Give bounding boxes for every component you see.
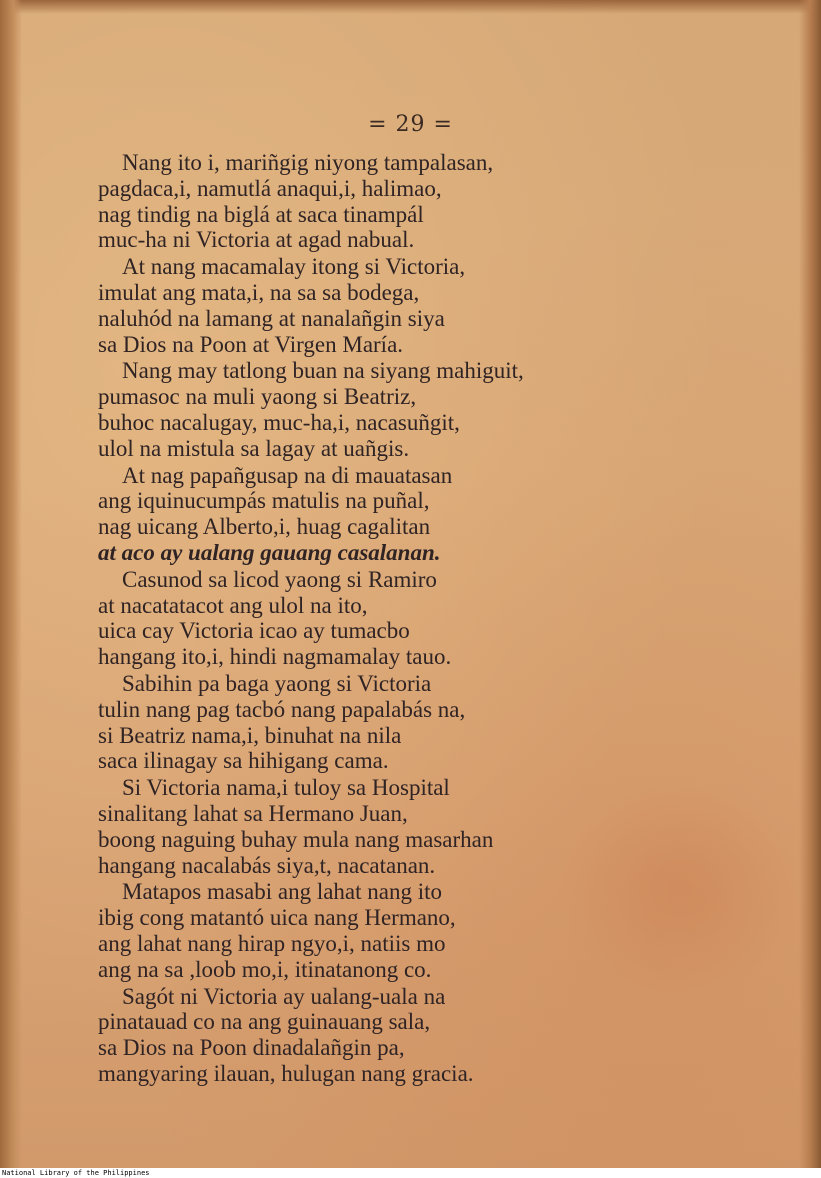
verse-line: ulol na mistula sa lagay at uañgis. — [98, 435, 410, 461]
verse-line: sa Dios na Poon dinadalañgin pa, — [98, 1035, 405, 1061]
poem-text — [98, 150, 698, 1088]
verse-line: hangang ito,i, hindi nagmamalay tauo. — [98, 644, 452, 670]
stanza-3 — [98, 358, 698, 461]
verse-line: tulin nang pag tacbó nang papalabás na, — [98, 696, 466, 722]
verse-line: ang na sa ,loob mo,i, itinatanong co. — [98, 956, 432, 982]
stanza-4 — [98, 463, 698, 566]
library-credit: National Library of the Philippines — [2, 1169, 150, 1177]
verse-line: uica cay Victoria icao ay tumacbo — [98, 618, 410, 644]
verse-line: pinatauad co na ang guinauang sala, — [98, 1009, 431, 1035]
verse-line: sa Dios na Poon at Virgen María. — [98, 331, 404, 357]
verse-line: nag tindig na biglá at saca tinampál — [98, 201, 424, 227]
verse-line: at aco ay ualang gauang casalanan. — [98, 539, 441, 565]
verse-line: At nag papañgusap na di mauatasan — [122, 462, 453, 488]
verse-line: naluhód na lamang at nanalañgin siya — [98, 305, 445, 331]
stanza-8 — [98, 879, 698, 982]
stanza-6 — [98, 671, 698, 774]
verse-line: Sagót ni Victoria ay ualang-uala na — [122, 983, 446, 1009]
verse-line: ibig cong matantó uica nang Hermano, — [98, 905, 456, 931]
stanza-7 — [98, 775, 698, 878]
verse-line: mangyaring ilauan, hulugan nang gracia. — [98, 1060, 474, 1086]
verse-line: Sabihin pa baga yaong si Victoria — [122, 670, 432, 696]
verse-line: Si Victoria nama,i tuloy sa Hospital — [122, 775, 450, 801]
verse-line: Nang ito i, mariñgig niyong tampalasan, — [122, 150, 494, 175]
page-edge-right — [799, 0, 821, 1168]
verse-line: hangang nacalabás siya,t, nacatanan. — [98, 852, 436, 878]
verse-line: at nacatatacot ang ulol na ito, — [98, 592, 368, 618]
page-edge-left — [0, 0, 22, 1168]
verse-line: sinalitang lahat sa Hermano Juan, — [98, 800, 408, 826]
verse-line: Matapos masabi ang lahat nang ito — [122, 879, 443, 905]
page-number: = 29 = — [368, 112, 453, 137]
verse-line: saca ilinagay sa hihigang cama. — [98, 748, 389, 774]
verse-line: ang lahat nang hirap ngyo,i, natiis mo — [98, 930, 446, 956]
stanza-5 — [98, 567, 698, 670]
verse-line: muc-ha ni Victoria at agad nabual. — [98, 227, 415, 253]
stanza-2 — [98, 254, 698, 357]
verse-line: ang iquinucumpás matulis na puñal, — [98, 488, 430, 514]
stanza-9 — [98, 984, 698, 1087]
verse-line: boong naguing buhay mula nang masarhan — [98, 826, 494, 852]
verse-line: nag uicang Alberto,i, huag cagalitan — [98, 514, 431, 540]
verse-line: pumasoc na muli yaong si Beatriz, — [98, 384, 417, 410]
verse-line: Casunod sa licod yaong si Ramiro — [122, 566, 437, 592]
stanza-1 — [98, 150, 698, 253]
page-edge-top — [0, 0, 821, 14]
verse-line: imulat ang mata,i, na sa sa bodega, — [98, 279, 420, 305]
verse-line: pagdaca,i, namutlá anaqui,i, halimao, — [98, 175, 442, 201]
verse-line: At nang macamalay itong si Victoria, — [122, 254, 466, 280]
verse-line: buhoc nacalugay, muc-ha,i, nacasuñgit, — [98, 409, 460, 435]
verse-line: Nang may tatlong buan na siyang mahiguit, — [122, 358, 524, 384]
verse-line: si Beatriz nama,i, binuhat na nila — [98, 722, 402, 748]
